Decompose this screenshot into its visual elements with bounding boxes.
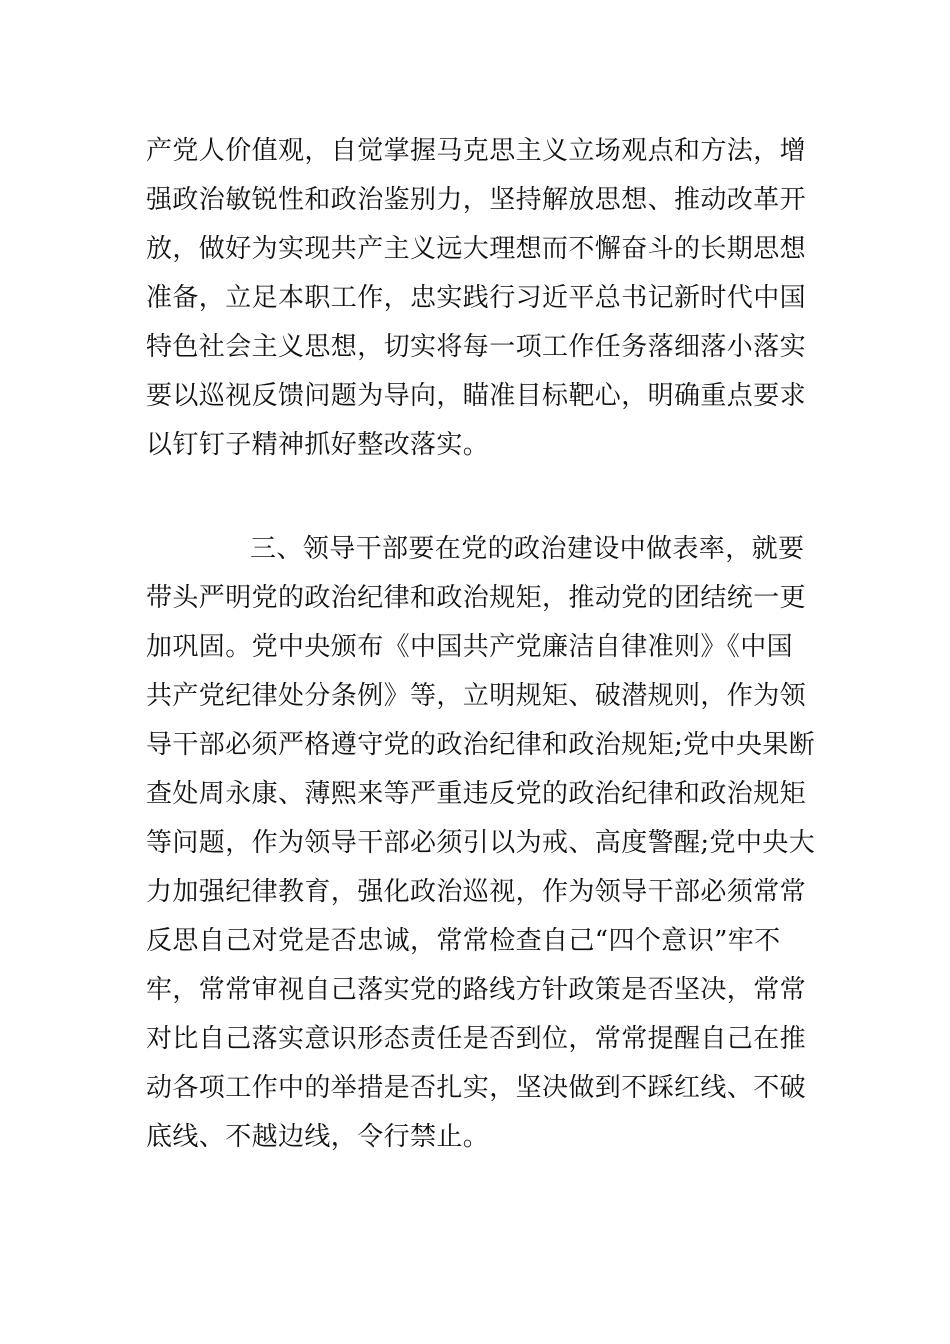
paragraph-line: 动各项工作中的举措是否扎实，坚决做到不踩红线、不破 bbox=[146, 1073, 807, 1103]
paragraph-line: 底线、不越边线，令行禁止。 bbox=[146, 1122, 490, 1152]
paragraph-line: 牢，常常审视自己落实党的路线方针政策是否坚决，常常 bbox=[146, 975, 807, 1005]
paragraph-line: 产党人价值观，自觉掌握马克思主义立场观点和方法，增 bbox=[146, 136, 807, 166]
paragraph-line: 强政治敏锐性和政治鉴别力，坚持解放思想、推动改革开 bbox=[146, 185, 807, 215]
paragraph-line: 查处周永康、薄熙来等严重违反党的政治纪律和政治规矩 bbox=[146, 779, 807, 809]
paragraph-line: 对比自己落实意识形态责任是否到位，常常提醒自己在推 bbox=[146, 1024, 807, 1054]
paragraph-heading-line: 三、领导干部要在党的政治建设中做表率，就要 bbox=[250, 534, 805, 564]
paragraph-line: 加巩固。党中央颁布《中国共产党廉洁自律准则》《中国 bbox=[146, 632, 794, 662]
paragraph-line: 反思自己对党是否忠诚，常常检查自己“四个意识”牢不 bbox=[146, 926, 781, 956]
paragraph-line: 准备，立足本职工作，忠实践行习近平总书记新时代中国 bbox=[146, 283, 807, 313]
paragraph-line: 力加强纪律教育，强化政治巡视，作为领导干部必须常常 bbox=[146, 877, 807, 907]
paragraph-line: 导干部必须严格遵守党的政治纪律和政治规矩;党中央果断 bbox=[146, 730, 816, 760]
paragraph-2 bbox=[146, 525, 816, 1162]
paragraph-line: 等问题，作为领导干部必须引以为戒、高度警醒;党中央大 bbox=[146, 828, 816, 858]
paragraph-line: 放，做好为实现共产主义远大理想而不懈奋斗的长期思想 bbox=[146, 234, 807, 264]
paragraph-line: 带头严明党的政治纪律和政治规矩，推动党的团结统一更 bbox=[146, 583, 807, 613]
paragraph-line: 共产党纪律处分条例》等，立明规矩、破潜规则，作为领 bbox=[146, 681, 807, 711]
paragraph-line: 以钉钉子精神抓好整改落实。 bbox=[146, 430, 490, 460]
paragraph-line: 特色社会主义思想，切实将每一项工作任务落细落小落实 bbox=[146, 332, 807, 362]
paragraph-1 bbox=[146, 127, 810, 470]
paragraph-line: 要以巡视反馈问题为导向，瞄准目标靶心，明确重点要求 bbox=[146, 381, 807, 411]
